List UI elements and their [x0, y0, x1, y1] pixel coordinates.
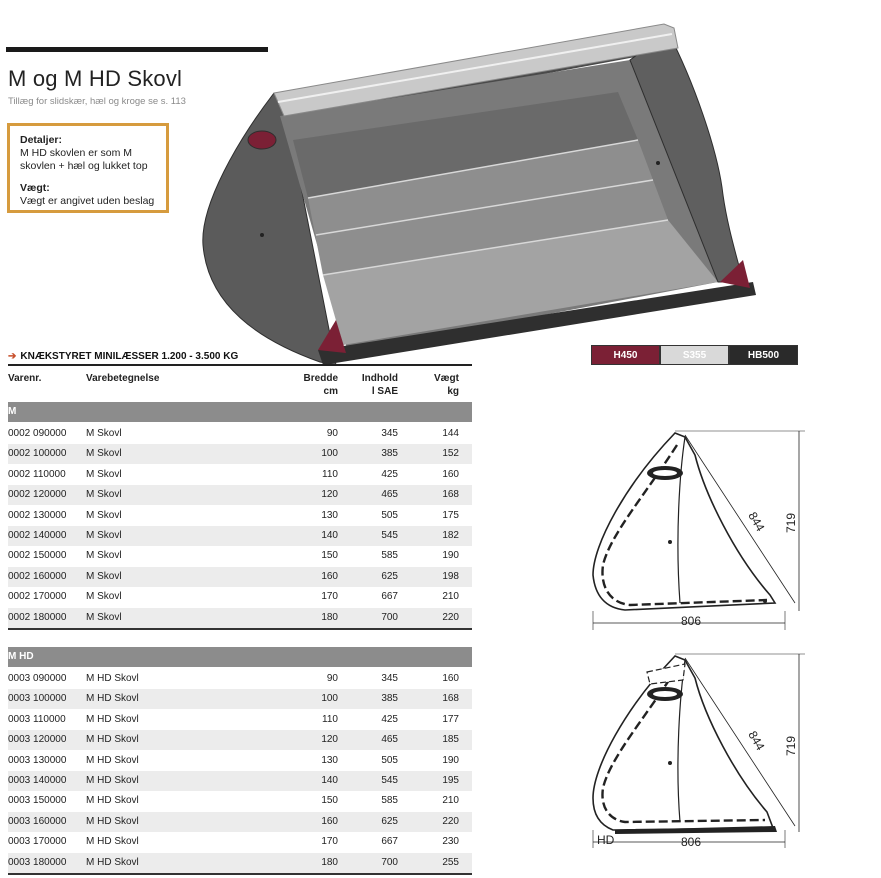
cell-indhold: 585 — [381, 795, 398, 807]
cell-indhold: 505 — [381, 754, 398, 766]
cell-varebetegnelse: M Skovl — [86, 468, 122, 480]
arrow-right-icon: ➔ — [8, 351, 17, 362]
table-row — [8, 546, 472, 566]
cell-bredde: 90 — [326, 673, 338, 684]
dim-height-hd: 719 — [784, 735, 798, 756]
cell-varenr: 0002 180000 — [8, 611, 67, 623]
cell-varenr: 0002 130000 — [8, 509, 67, 521]
cell-indhold: 465 — [381, 489, 398, 501]
dim-height-m: 719 — [784, 512, 798, 533]
cell-bredde: 100 — [321, 448, 338, 460]
cell-varenr: 0002 140000 — [8, 530, 67, 541]
cell-varebetegnelse: M Skovl — [86, 489, 122, 501]
cell-vaegt: 220 — [442, 611, 459, 623]
cell-varebetegnelse: M Skovl — [86, 611, 122, 623]
cell-indhold: 667 — [381, 591, 398, 603]
table-row — [8, 465, 472, 485]
legend-h450: H450 — [591, 345, 660, 365]
cell-bredde: 160 — [321, 815, 338, 827]
cell-indhold: 625 — [381, 815, 398, 827]
cell-varenr: 0003 090000 — [8, 673, 67, 684]
cell-varenr: 0003 100000 — [8, 693, 67, 705]
cell-varenr: 0002 100000 — [8, 448, 67, 460]
cell-vaegt: 230 — [442, 836, 459, 848]
cell-varebetegnelse: M HD Skovl — [86, 693, 139, 705]
cell-bredde: 130 — [321, 509, 338, 521]
table-row — [8, 424, 472, 444]
col-varenr: Varenr. — [8, 373, 42, 384]
table-row — [8, 567, 472, 587]
table-row — [8, 444, 472, 464]
legend-s355: S355 — [660, 345, 729, 365]
table-end-rule — [8, 628, 472, 630]
cell-varebetegnelse: M Skovl — [86, 509, 122, 521]
cell-vaegt: 160 — [442, 673, 459, 684]
cell-bredde: 120 — [321, 489, 338, 501]
table-row — [8, 730, 472, 750]
legend-hb500: HB500 — [729, 345, 798, 365]
cell-vaegt: 168 — [442, 489, 459, 501]
table-end-rule — [8, 873, 472, 875]
cell-varenr: 0002 150000 — [8, 550, 67, 562]
cell-varebetegnelse: M HD Skovl — [86, 713, 139, 725]
cell-varebetegnelse: M HD Skovl — [86, 856, 139, 868]
col-vaegt: Vægt kg — [434, 373, 459, 397]
cell-varebetegnelse: M Skovl — [86, 591, 122, 603]
cell-varenr: 0002 160000 — [8, 570, 67, 582]
cell-vaegt: 210 — [442, 591, 459, 603]
table-row — [8, 710, 472, 730]
cell-varebetegnelse: M HD Skovl — [86, 775, 139, 786]
cell-vaegt: 190 — [442, 550, 459, 562]
cell-varenr: 0002 120000 — [8, 489, 67, 501]
cell-indhold: 425 — [381, 468, 398, 480]
cell-vaegt: 220 — [442, 815, 459, 827]
dim-diagonal-hd: 844 — [745, 728, 768, 753]
cell-indhold: 345 — [381, 673, 398, 684]
cell-vaegt: 152 — [442, 448, 459, 460]
cell-vaegt: 160 — [442, 468, 459, 480]
table-row — [8, 689, 472, 709]
cell-indhold: 700 — [381, 611, 398, 623]
cell-vaegt: 168 — [442, 693, 459, 705]
section-heading: ➔ KNÆKSTYRET MINILÆSSER 1.200 - 3.500 KG — [8, 351, 239, 362]
cell-varebetegnelse: M HD Skovl — [86, 754, 139, 766]
cell-varebetegnelse: M HD Skovl — [86, 815, 139, 827]
table-row — [8, 485, 472, 505]
col-bredde: Bredde cm — [303, 373, 338, 397]
cell-vaegt: 175 — [442, 509, 459, 521]
details-line-1: M HD skovlen er som M — [20, 147, 133, 159]
table-row — [8, 506, 472, 526]
cell-varebetegnelse: M Skovl — [86, 530, 122, 541]
cell-indhold: 585 — [381, 550, 398, 562]
material-legend — [591, 345, 798, 365]
table-row — [8, 587, 472, 607]
cell-varenr: 0003 110000 — [8, 713, 66, 725]
cell-varebetegnelse: M HD Skovl — [86, 836, 139, 848]
cell-bredde: 110 — [322, 713, 338, 725]
cell-vaegt: 195 — [442, 775, 459, 786]
col-varebetegnelse: Varebetegnelse — [86, 373, 160, 384]
weight-text: Vægt er angivet uden beslag — [20, 195, 155, 207]
group-header: M — [8, 402, 472, 422]
dim-width-hd: 806 — [681, 835, 702, 849]
table-row — [8, 832, 472, 852]
cell-bredde: 120 — [321, 734, 338, 746]
page-subtitle: Tillæg for slidskær, hæl og kroge se s. 113 — [8, 96, 186, 107]
group-header: M HD — [8, 647, 472, 667]
bucket-illustration — [198, 20, 763, 365]
cell-vaegt: 144 — [442, 428, 459, 439]
table-row — [8, 853, 472, 873]
table-row — [8, 771, 472, 791]
weight-heading: Vægt: — [20, 182, 50, 194]
table-row — [8, 608, 472, 628]
cell-varenr: 0003 130000 — [8, 754, 67, 766]
cell-bredde: 180 — [321, 611, 338, 623]
cell-varebetegnelse: M HD Skovl — [86, 673, 139, 684]
dim-width-m: 806 — [681, 614, 702, 628]
cell-varebetegnelse: M Skovl — [86, 570, 122, 582]
cell-bredde: 140 — [321, 530, 338, 541]
table-row — [8, 812, 472, 832]
cell-bredde: 170 — [321, 591, 338, 603]
cell-bredde: 180 — [321, 856, 338, 868]
cell-varenr: 0002 110000 — [8, 468, 66, 480]
cell-indhold: 505 — [381, 509, 398, 521]
cell-indhold: 700 — [381, 856, 398, 868]
cell-varenr: 0003 170000 — [8, 836, 67, 848]
cell-indhold: 465 — [381, 734, 398, 746]
cell-vaegt: 210 — [442, 795, 459, 807]
cell-vaegt: 190 — [442, 754, 459, 766]
details-line-2: skovlen + hæl og lukket top — [20, 160, 148, 172]
cell-indhold: 545 — [381, 530, 398, 541]
cell-vaegt: 177 — [442, 713, 459, 725]
cell-varenr: 0003 150000 — [8, 795, 67, 807]
table-row — [8, 791, 472, 811]
section-rule — [8, 364, 472, 366]
details-box — [7, 123, 169, 213]
cell-indhold: 345 — [381, 428, 398, 439]
cell-bredde: 110 — [322, 468, 338, 480]
cell-indhold: 425 — [381, 713, 398, 725]
cell-indhold: 385 — [381, 448, 398, 460]
cell-indhold: 545 — [381, 775, 398, 786]
table-row — [8, 669, 472, 689]
cell-bredde: 140 — [321, 775, 338, 786]
page-title: M og M HD Skovl — [8, 66, 183, 91]
cell-bredde: 170 — [321, 836, 338, 848]
hd-tag: HD — [597, 833, 615, 847]
cell-vaegt: 182 — [442, 530, 459, 541]
cell-varenr: 0002 170000 — [8, 591, 67, 603]
cell-bredde: 150 — [321, 550, 338, 562]
cell-vaegt: 255 — [442, 856, 459, 868]
cell-indhold: 667 — [381, 836, 398, 848]
table-row — [8, 526, 472, 546]
col-indhold: Indhold l SAE — [361, 373, 398, 397]
dim-diagonal-m: 844 — [745, 509, 768, 534]
cell-varebetegnelse: M HD Skovl — [86, 795, 139, 807]
cell-varebetegnelse: M HD Skovl — [86, 734, 139, 746]
cell-varenr: 0002 090000 — [8, 428, 67, 439]
cell-varebetegnelse: M Skovl — [86, 448, 122, 460]
cell-vaegt: 185 — [442, 734, 459, 746]
diagram-m-skovl — [585, 425, 810, 635]
cell-bredde: 160 — [321, 570, 338, 582]
cell-bredde: 150 — [321, 795, 338, 807]
cell-indhold: 385 — [381, 693, 398, 705]
table-row — [8, 751, 472, 771]
cell-varenr: 0003 160000 — [8, 815, 67, 827]
cell-bredde: 100 — [321, 693, 338, 705]
cell-vaegt: 198 — [442, 570, 459, 582]
cell-varebetegnelse: M Skovl — [86, 550, 122, 562]
cell-bredde: 90 — [326, 428, 338, 439]
cell-indhold: 625 — [381, 570, 398, 582]
cell-bredde: 130 — [321, 754, 338, 766]
cell-varenr: 0003 120000 — [8, 734, 67, 746]
cell-varenr: 0003 140000 — [8, 775, 67, 786]
cell-varenr: 0003 180000 — [8, 856, 67, 868]
details-heading: Detaljer: — [20, 134, 63, 146]
diagram-m-hd-skovl — [585, 650, 810, 855]
cell-varebetegnelse: M Skovl — [86, 428, 122, 439]
